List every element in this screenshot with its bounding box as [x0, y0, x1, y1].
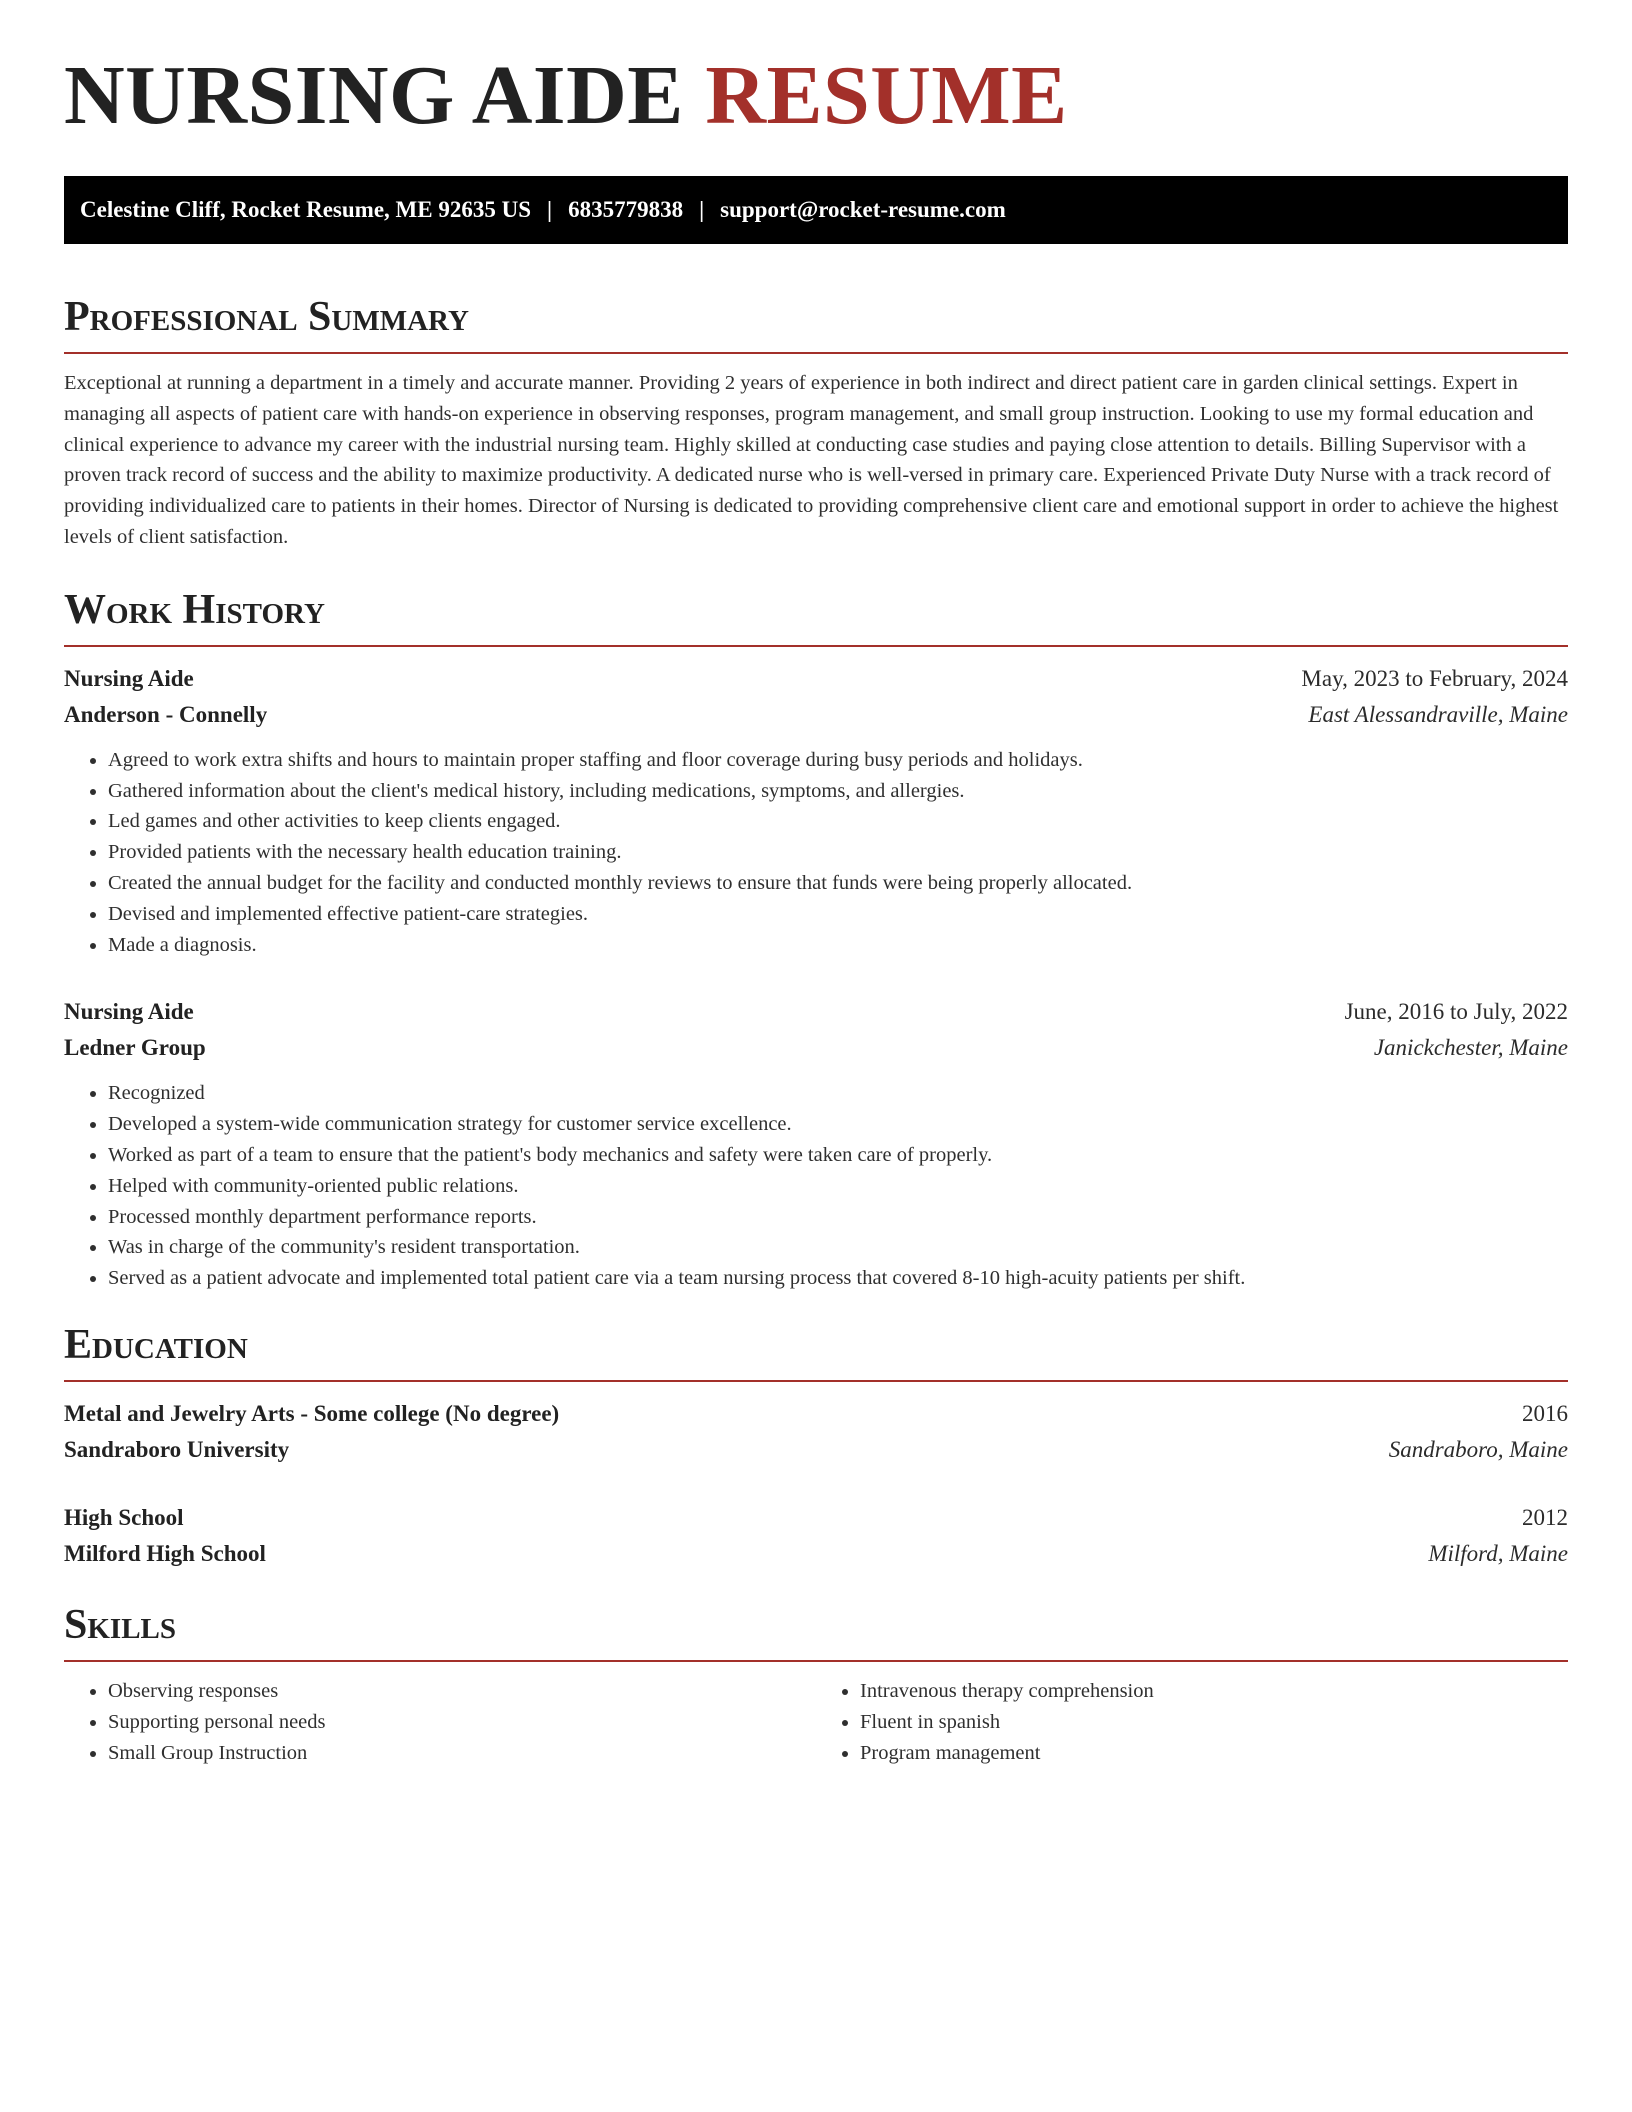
- work-history-heading: Work History: [64, 589, 1568, 647]
- education-year: 2012: [1522, 1504, 1568, 1530]
- job-header-row: [64, 661, 1568, 697]
- job-company-row: [64, 697, 1568, 733]
- work-history-section: [64, 586, 1568, 1294]
- education-section: [64, 1321, 1568, 1572]
- education-header-row: [64, 1500, 1568, 1536]
- skill-item: • Small Group Instruction: [108, 1738, 816, 1769]
- job-company: Anderson - Connelly: [64, 701, 268, 727]
- education-school-row: [64, 1536, 1568, 1572]
- skills-columns: [64, 1676, 1568, 1768]
- education-entry: [64, 1396, 1568, 1468]
- list-item: • Worked as part of a team to ensure that the patient's body mechanics and safety were taken care of properly.: [108, 1140, 1568, 1171]
- list-item: • Served as a patient advocate and implemented total patient care via a team nursing process that covered 8-10 high-acuity patients per shift.: [108, 1263, 1568, 1294]
- education-degree: Metal and Jewelry Arts - Some college (No degree): [64, 1400, 560, 1426]
- education-location: Milford, Maine: [1428, 1540, 1568, 1566]
- list-item: • Helped with community-oriented public relations.: [108, 1171, 1568, 1202]
- job-dates: May, 2023 to February, 2024: [1301, 665, 1568, 691]
- education-location: Sandraboro, Maine: [1388, 1436, 1568, 1462]
- list-item: • Processed monthly department performance reports.: [108, 1202, 1568, 1233]
- job-location: East Alessandraville, Maine: [1308, 701, 1568, 727]
- job-entry: [64, 661, 1568, 961]
- list-item: • Developed a system-wide communication strategy for customer service excellence.: [108, 1109, 1568, 1140]
- education-entry: [64, 1500, 1568, 1572]
- list-item: • Created the annual budget for the facility and conducted monthly reviews to ensure that funds were being properly allocated.: [108, 868, 1568, 899]
- skills-column-right: [816, 1676, 1568, 1768]
- contact-bar: [64, 176, 1568, 244]
- list-item: • Gathered information about the client's medical history, including medications, symptoms, and allergies.: [108, 776, 1568, 807]
- summary-text: Exceptional at running a department in a timely and accurate manner. Providing 2 years of experience in both indirect and direct patient care in garden clinical settings. Expert in managing all aspects of patient care with hands-on experience in observing responses, program management, and small group instruction. Looking to use my formal education and clinical experience to advance my career with the industrial nursing team. Highly skilled at conducting case studies and paying close attention to details. Billing Supervisor with a proven track record of success and the ability to maximize productivity. A dedicated nurse who is well-versed in primary care. Experienced Private Duty Nurse with a track record of providing individualized care to patients in their homes. Director of Nursing is dedicated to providing comprehensive client care and emotional support in order to achieve the highest levels of client satisfaction.: [64, 372, 1559, 548]
- skills-column-left: [64, 1676, 816, 1768]
- skills-section: [64, 1601, 1568, 1768]
- title-accent: RESUME: [705, 49, 1068, 142]
- job-bullets: [64, 1078, 1568, 1294]
- education-year: 2016: [1522, 1400, 1568, 1426]
- contact-separator: |: [699, 197, 705, 222]
- education-header-row: [64, 1396, 1568, 1432]
- job-title: Nursing Aide: [64, 665, 194, 691]
- education-heading: Education: [64, 1324, 1568, 1382]
- education-degree: High School: [64, 1504, 184, 1530]
- job-header-row: [64, 994, 1568, 1030]
- job-title: Nursing Aide: [64, 999, 194, 1025]
- skill-item: • Observing responses: [108, 1676, 816, 1707]
- skills-heading: Skills: [64, 1604, 1568, 1662]
- list-item: • Agreed to work extra shifts and hours to maintain proper staffing and floor coverage during busy periods and holidays.: [108, 745, 1568, 776]
- list-item: • Made a diagnosis.: [108, 930, 1568, 961]
- contact-separator: |: [546, 197, 553, 222]
- skill-item: • Supporting personal needs: [108, 1707, 816, 1738]
- job-dates: June, 2016 to July, 2022: [1344, 999, 1568, 1025]
- list-item: • Led games and other activities to keep clients engaged.: [108, 806, 1568, 837]
- education-school: Sandraboro University: [64, 1436, 290, 1462]
- title-main: NURSING AIDE: [64, 49, 684, 142]
- skill-item: • Program management: [860, 1738, 1568, 1769]
- job-company-row: [64, 1030, 1568, 1066]
- resume-title: [64, 0, 1568, 142]
- list-item: • Provided patients with the necessary health education training.: [108, 837, 1568, 868]
- summary-section: [64, 296, 1568, 553]
- education-school-row: [64, 1432, 1568, 1468]
- contact-phone: 6835779838: [568, 197, 684, 222]
- contact-email: support@rocket-resume.com: [720, 197, 1006, 222]
- list-item: • Was in charge of the community's resident transportation.: [108, 1232, 1568, 1263]
- skill-item: • Intravenous therapy comprehension: [860, 1676, 1568, 1707]
- job-entry: [64, 994, 1568, 1294]
- summary-heading: Professional Summary: [64, 296, 1568, 354]
- list-item: • Recognized: [108, 1078, 1568, 1109]
- list-item: • Devised and implemented effective patient-care strategies.: [108, 899, 1568, 930]
- job-location: Janickchester, Maine: [1373, 1035, 1568, 1061]
- job-bullets: [64, 745, 1568, 961]
- skill-item: • Fluent in spanish: [860, 1707, 1568, 1738]
- education-school: Milford High School: [64, 1540, 266, 1566]
- job-company: Ledner Group: [64, 1035, 206, 1061]
- contact-address: Celestine Cliff, Rocket Resume, ME 92635 US: [80, 197, 531, 222]
